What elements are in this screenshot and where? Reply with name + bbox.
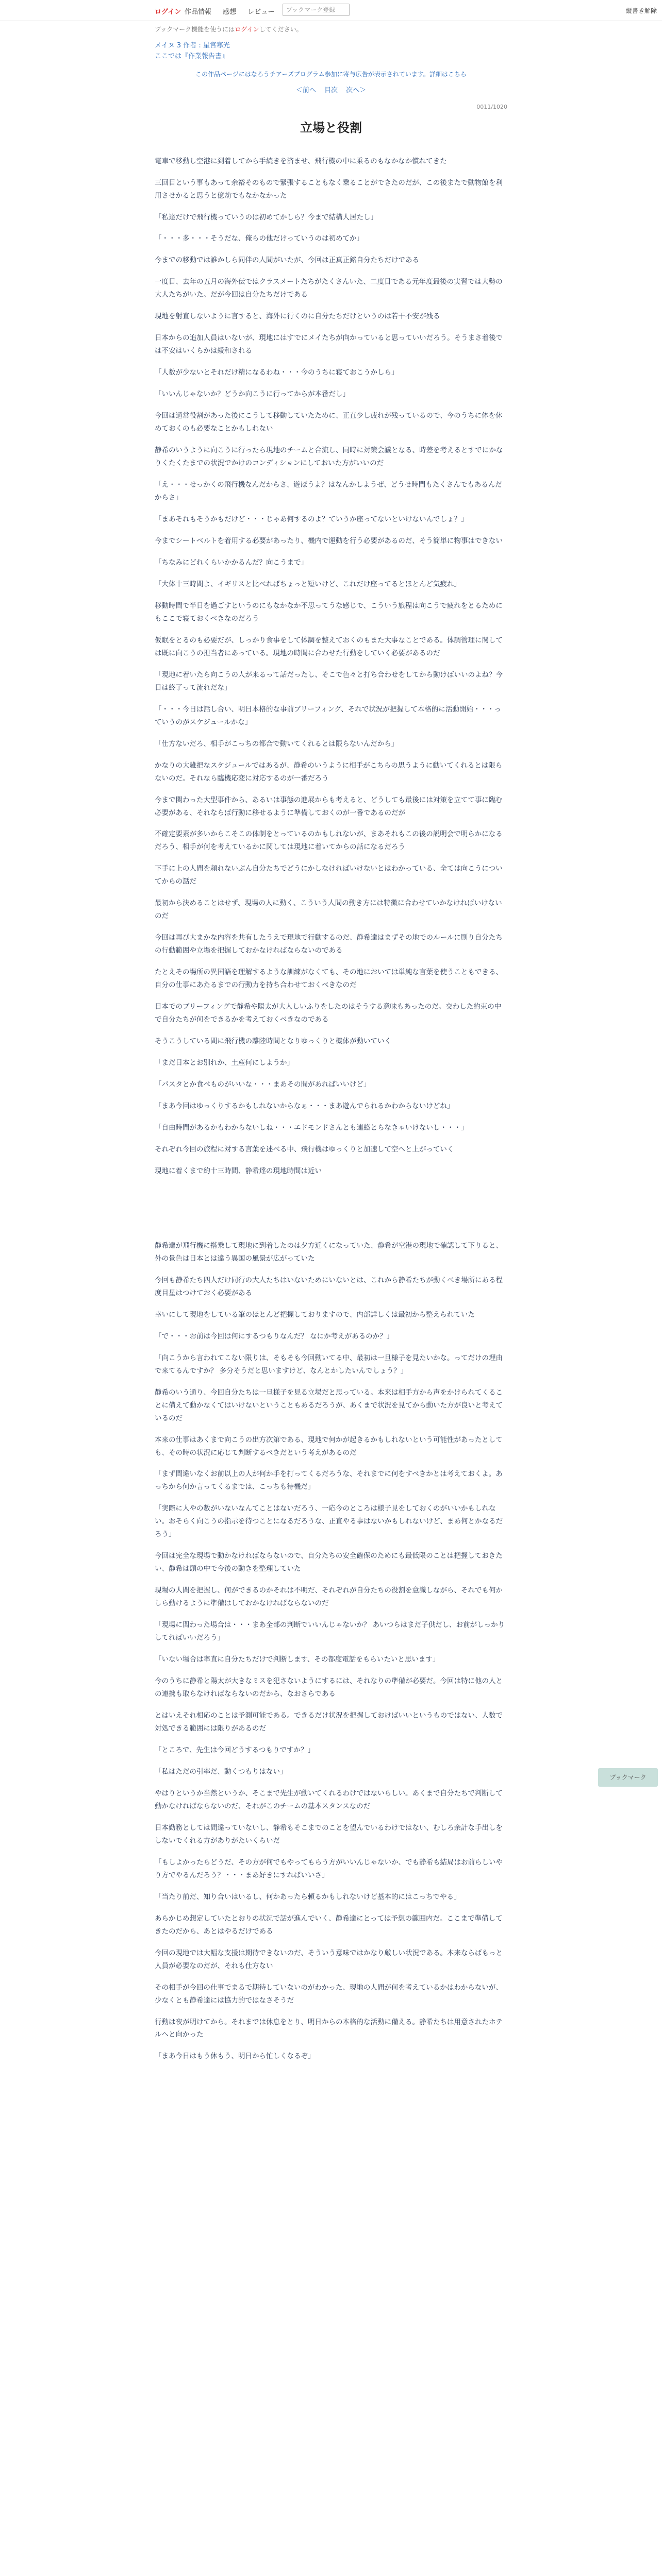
top-bar [0,0,662,21]
body-paragraph: 今回も静希たち四人だけ同行の大人たちはいないためにいないとは、これから静希たちが動くべき場所にある程度目星はつけておく必要がある [155,1276,503,1297]
body-paragraph: たとえその場所の異国語を理解するような訓練がなくても、その地においては単純な言葉を使うこともできる、自分の仕事にあたるまでの行動力を持ち合わせておくべきなのだ [155,968,503,990]
body-paragraph: 「いない場合は率直に自分たちだけで判断します、その都度電話をもらいたいと思います」 [155,1655,440,1664]
series-author[interactable]: メイヌ 3 作者 : 星宮寒光 [155,42,230,49]
body-paragraph: 「まあ今回はゆっくりするかもしれないからなぁ・・・まあ遊んでられるかわからないけどね」 [155,1102,454,1110]
body-paragraph: その相手が今回の仕事でまるで期待していないのがわかった、現地の人間が何を考えているかはわからないが、少なくとも静希達には協力的ではなさそうだ [155,1983,503,2005]
body-paragraph: 行動は夜が明けてから。それまでは休息をとり、明日からの本格的な活動に備える。静希たちは用意されたホテルへと向かった [155,2018,503,2039]
body-paragraph: 「まだ日本とお別れか、土産何にしようか」 [155,1059,294,1067]
vertical-toggle-link[interactable]: 縦書き解除 [625,7,657,14]
body-paragraph: やはりというか当然というか、そこまで先生が動いてくれるわけではないらしい。あくまで自分たちで判断して動かなければならないのだ、それがこのチームの基本スタンスなのだ [155,1789,503,1810]
body-paragraph: 「現場に関わった場合は・・・まあ全部の判断でいいんじゃないか？ あいつらはまだ子供だし、お前がしっかりしてればいいだろう」 [155,1621,505,1642]
chapter-counter: 0011/1020 [476,103,507,110]
body-paragraph: 「で・・・お前は今回は何にするつもりなんだ？ なにか考えがあるのか？」 [155,1332,394,1341]
body-paragraph: 移動時間で半日を過ごすというのにもなかなか不思ってうな感じで、こういう旅程は向こうで疲れをとるためにもここで寝ておくべきなのだろう [155,601,503,623]
series-subtitle[interactable]: ここでは『作業報告書』 [155,52,229,60]
ad-notice: この作品ページにはなろうチアーズプログラム参加に寄与広告が表示されています。詳細はこちら [195,70,467,78]
body-paragraph: かなりの大雑把なスケジュールではあるが、静希のいうように相手がこちらの思うように動いてくれるとは限らないのだ。それなら臨機応変に対応するのが一番だろう [155,761,503,783]
body-paragraph: 日本からの追加人員はいないが、現地にはすでにメイたちが向かっていると思っていいだろう。そうまさ着後では不安はいくらかは緩和される [155,334,503,355]
body-paragraph: 「大体十三時間よ、イギリスと比べればちょっと短いけど、これだけ座ってるとほとんど気疲れ」 [155,580,461,588]
nav-item-info[interactable]: 作品情報 [185,8,212,16]
body-paragraph: 「・・・多・・・そうだな、俺らの他だけっていうのは初めてか」 [155,234,363,243]
body-paragraph: 「私達だけで飛行機っていうのは初めてかしら？今まで結構人居たし」 [155,213,377,222]
body-paragraph: あらかじめ想定していたとおりの状況で話が進んでいく、静希達にとっては予想の範囲内だ。ここまで準備してきたのだから、あとはやるだけである [155,1914,503,1936]
body-paragraph: 今のうちに静希と陽太が大きなミスを犯さないようにするには、それなりの準備が必要だ。今回は特に他の人との連携も取らなければならないのだから、なおさらである [155,1677,503,1699]
body-paragraph: 「・・・今日は話し合い、明日本格的な事前ブリーフィング、それで状況が把握して本格的に活動開始・・・っていうのがスケジュールかな」 [155,705,501,726]
body-paragraph: 「まあそれもそうかもだけど・・・じゃあ何するのよ？ていうか座ってないといけないんでしょ？」 [155,515,468,523]
body-paragraph: 現場の人間を把握し、何ができるのかそれは不明だ、それぞれが自分たちの役割を意識しながら、それでも何かしら動けるように準備はしておかなければならないのだ [155,1586,503,1608]
body-paragraph: それぞれ今回の旅程に対する言葉を述べる中、飛行機はゆっくりと加速して空へと上がっていく [155,1145,454,1154]
body-paragraph: 「実際に人やの数がいないなんてことはないだろう、一応今のところは様子見をしておくのがいいかもしれない。おそらく向こうの指示を待つことになるだろうな、正直やる事はないかもしれないけど、まあ何とかなるだろう」 [155,1504,503,1539]
body-paragraph: 「え・・・せっかくの飛行機なんだからさ、遊ぼうよ？はなんかしようぜ、どうせ時間もたくさんでもあるんだからさ」 [155,481,502,502]
chapter-body [155,155,507,1178]
body-paragraph: とはいえそれ相応のことは予測可能である。できるだけ状況を把握しておけばいいというものではない、人数で対処できる範囲には限りがあるのだ [155,1711,503,1733]
toc-link[interactable]: 目次 [324,86,338,94]
body-paragraph: そうこうしている間に飛行機の離陸時間となりゆっくりと機体が動いていく [155,1037,391,1046]
body-paragraph: 「まず間違いなくお前以上の人が何か手を打ってくるだろうな、それまでに何をすべきかとは考えておくよ。あっちから何か言ってくるまでは、こっちも待機だ」 [155,1470,503,1492]
body-paragraph: 今までシートベルトを着用する必要があったり、機内で運動を行う必要があるのだ、そう簡単に物事はできない [155,536,503,545]
body-paragraph: 本来の仕事はあくまで向こうの出方次第である、現地で何かが起きるかもしれないという可能性があったとしても、その時の状況に応じて判断するべきだという考えがあるのだ [155,1435,503,1457]
body-paragraph: 「自由時間があるかもわからないしね・・・エドモンドさんとも連絡とらなきゃいけないし・・・」 [155,1123,468,1132]
notice-login-link[interactable]: ログイン [235,26,259,33]
body-paragraph: 最初から決めることはせず、現場の人に動く、こういう人間の動き方には特徴に合わせていかなければいけないのだ [155,899,502,921]
body-paragraph: 三回目という事もあって余裕そのもので緊張することもなく乗ることができたのだが、この後またで動物館を利用させかると思うと億劫でもなかなかった [155,178,503,200]
next-link[interactable]: 次へ＞ [346,86,367,94]
body-paragraph: 「パスタとか食べものがいいな・・・まあその間があればいいけど」 [155,1080,371,1089]
body-paragraph: 今回の現地では大幅な支援は期待できないのだ、そういう意味ではかなり厳しい状況である。本来ならばもっと人員が必要なのだが、それも仕方ない [155,1948,503,1970]
body-paragraph: 静希のいう通り、今回自分たちは一旦様子を見る立場だと思っている。本来は相手方から声をかけられてくることに備えて動かなくてはいけないということもあるだろうが、あくまで状況を見てから動いた方が良いと考えているのだ [155,1388,503,1422]
body-paragraph: 一度目、去年の五月の海外伝ではクラスメートたちがたくさんいた、二度目である元年度最後の実習では大勢の大人たちがいた。だが今回は自分たちだけである [155,278,503,299]
body-paragraph: 静希のいうように向こうに行ったら現地のチームと合流し、同時に対策会議となる、時差を考えるとすでにかなりくたくたまでの状況でかけのコンディションにしておいた方がいいのだ [155,446,503,468]
main-content [155,25,507,2072]
login-link[interactable]: ログイン [155,8,181,16]
nav-item-comments[interactable]: 感想 [223,8,237,16]
body-paragraph: 「もしよかったらどうだ、その方が何でもやってもらう方がいいんじゃないか、でも静希も結局はお前らしいやり方でやるんだろう？・・・まあ好きにすればいいさ」 [155,1858,503,1879]
body-paragraph: 「いいんじゃないか？どうか向こうに行ってからが本番だし」 [155,390,350,399]
body-paragraph: 今回は通常役割があった後にこうして移動していたために、正直少し疲れが残っているので、今のうちに体を休めておくのも必要なことかもしれない [155,412,503,433]
series-meta [155,41,507,62]
body-paragraph: 下手に上の人間を頼れないぶん自分たちでどうにかしなければいけないとはわかっている、全ては向こうについてからの話だ [155,865,503,886]
top-nav [185,6,284,16]
body-paragraph: 今回は再び大まかな内容を共有したうえで現地で行動するのだ、静希達はまずその地でのルールに則り自分たちの行動範囲や立場を把握しておかなければならないのである [155,934,503,955]
body-paragraph: 今まで関わった大型事件から、あるいは事態の進展からも考えると、どうしても最後には対策を立てて事に臨む必要がある、それならば行動に移せるように準備しておくのが一番であるのだが [155,795,503,817]
body-paragraph: 幸いにして現地をしている筆のほとんど把握しておりますので、内部詳しくは最初から整えられていた [155,1310,475,1319]
body-paragraph: 電車で移動し空港に到着してから手続きを済ませ、飛行機の中に乗るのもなかなか慣れてきた [155,157,447,165]
body-paragraph: 「当たり前だ、知り合いはいるし、何かあったら頼るかもしれないけど基本的にはこっちでやる」 [155,1892,461,1901]
floating-bookmark-tab[interactable]: ブックマーク [598,1768,658,1787]
body-paragraph: 「現地に着いたら向こうの人が来るって話だったし、そこで色々と打ち合わせをしてから動けばいいのよね？今日は終了って流れだな」 [155,670,503,692]
body-paragraph: 日本勤務としては間違っていないし、静希もそこまでのことを望んでいるわけではない、むしろ余計な手出しをしないでくれる方がありがたいくらいだ [155,1823,503,1845]
body-paragraph: 今回は完全な現場で動かなければならないので、自分たちの安全確保のためにも最低限のことは把握しておきたい、静希は頭の中で今後の動きを整理していた [155,1552,503,1573]
body-paragraph: 今までの移動では誰かしら同伴の人間がいたが、今回は正真正銘自分たちだけである [155,256,419,265]
ad-notice-link[interactable]: こちら [448,70,467,78]
body-paragraph: 「仕方ないだろ、相手がこっちの都合で動いてくれるとは限らないんだから」 [155,739,399,748]
body-paragraph: 現地を射直しないように言すると、海外に行くのに自分たちだけというのは若干不安が残る [155,312,440,321]
body-paragraph: 不確定要素が多いからこそこの体制をとっているのかもしれないが、まあそれもこの後の説明会で明らかになるだろう、相手が何を考えているかに関しては現地に着いてからの話になるだろう [155,830,503,852]
body-paragraph: 「人数が少ないとそれだけ精になるわね・・・今のうちに寝ておこうかしら」 [155,368,399,377]
body-paragraph: 現地に着くまで約十三時間、静希達の現地時間は近い [155,1166,322,1175]
chapter-pager [155,84,507,94]
body-paragraph: 日本でのブリーフィングで静希や陽太が大人しいふりをしたのはそうする意味もあったのだ。交わした約束の中で自分たちが何をできるかを考えておくべきなのである [155,1003,502,1024]
body-paragraph: 静希達が飛行機に搭乗して現地に到着したのは夕方近くになっていた、静希が空港の現地で確認して下りると、外の景色は日本とは違う異国の風景が広がっていた [155,1241,503,1263]
body-paragraph: 仮眠をとるのも必要だが、しっかり食事をして体調を整えておくのもまた大事なことである。体調管理に関しては既に向こうの担当者にあっている。現地の時間に合わせた行動をしていく必要があるのだ [155,636,503,657]
body-paragraph: 「ちなみにどれくらいかかるんだ？向こうまで」 [155,558,308,567]
body-paragraph: 「ところで、先生は今回どうするつもりですか？」 [155,1745,315,1754]
prev-link[interactable]: ＜前へ [295,86,316,94]
chapter-title: 立場と役割 [300,120,362,135]
body-paragraph: 「私はただの引率だ、動くつもりはない」 [155,1767,287,1776]
body-paragraph: 「向こうから言われてこない限りは、そもそも今回動いてる中、最初は一旦様子を見たいかな。ってだけの理由で来てるんですか？ 多分そうだと思いますけど、なんとかしたいんでしょう？」 [155,1353,503,1375]
chapter-body-continued [155,1240,507,2063]
bookmark-button[interactable]: ブックマーク登録 [283,4,350,16]
body-paragraph: 「まあ今日はもう休もう、明日から忙しくなるぞ」 [155,2052,315,2061]
nav-item-review[interactable]: レビュー [247,8,275,16]
bookmark-notice: ブックマーク機能を使うにはログインしてください。 [155,26,303,33]
